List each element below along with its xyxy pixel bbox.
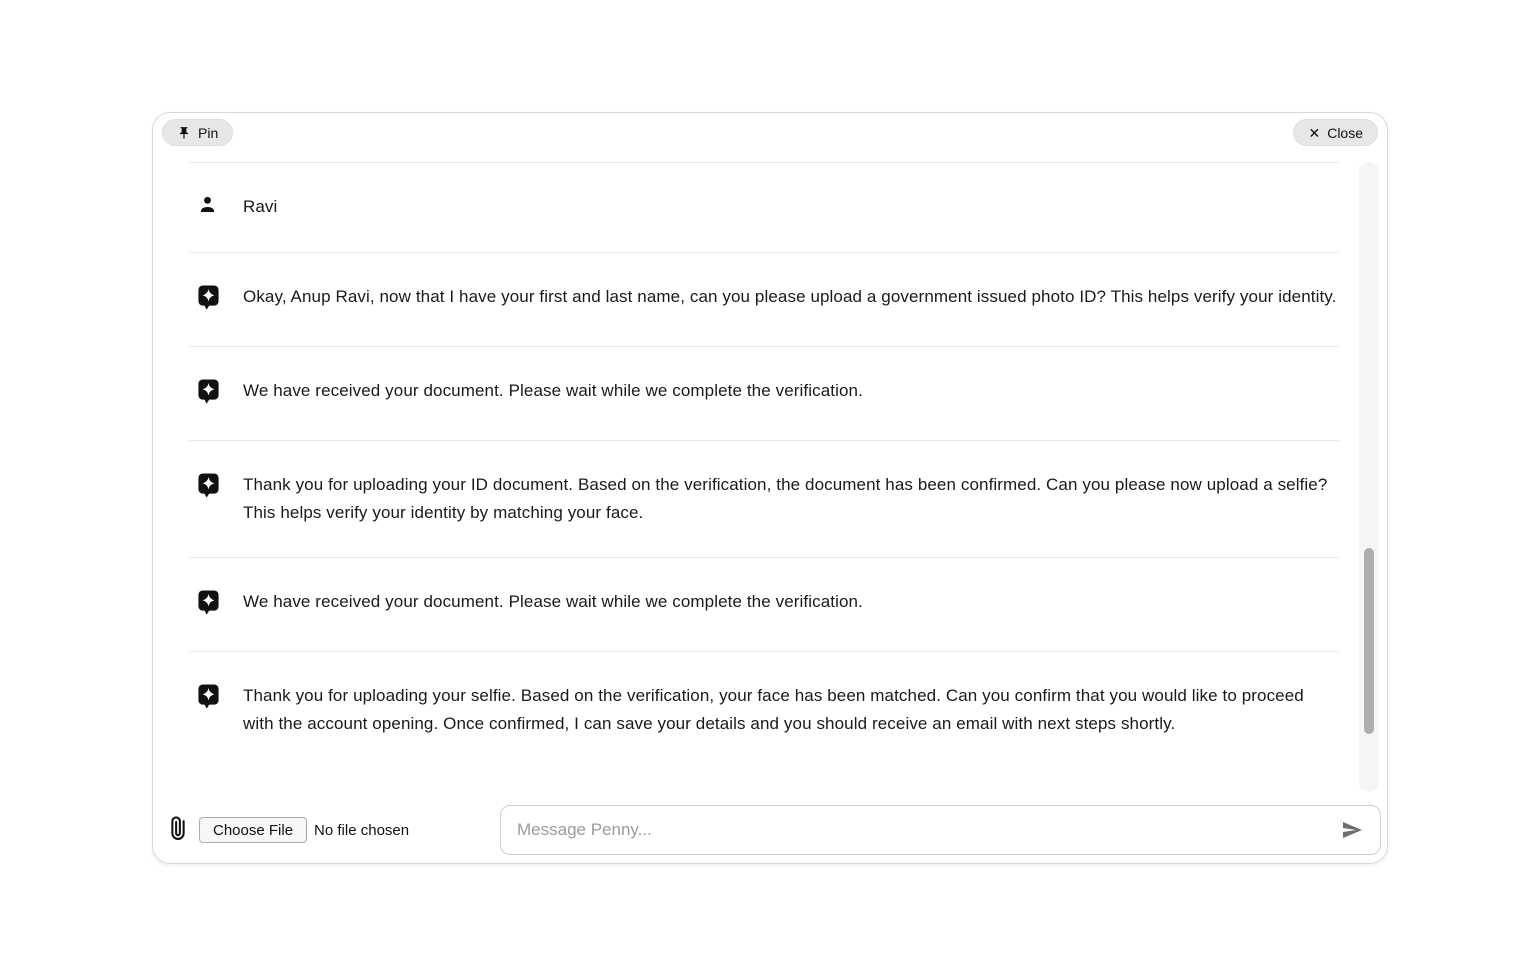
sparkle-chat-bubble-icon [197, 377, 221, 410]
sparkle-chat-bubble-icon [197, 471, 221, 504]
scrollbar-track[interactable] [1359, 162, 1379, 792]
close-icon: ✕ [1308, 124, 1321, 141]
user-message-row [189, 162, 1339, 252]
chat-panel [152, 112, 1388, 864]
bot-message-text: Thank you for uploading your selfie. Based on the verification, your face has been matched. Can you confirm that you would like to proceed with the account opening. Once confirmed, I can save your details and you should receive an email with next steps shortly. [243, 686, 1304, 733]
bot-message-row [189, 346, 1339, 440]
message-list [189, 162, 1339, 794]
close-button-label: Close [1327, 124, 1363, 141]
file-status-text: No file chosen [314, 821, 410, 839]
composer-bar [161, 804, 1381, 856]
send-icon [1337, 830, 1367, 845]
message-input-wrap [500, 805, 1381, 855]
bot-message-row [189, 252, 1339, 346]
user-message-text: Ravi [243, 197, 278, 216]
choose-file-button[interactable]: Choose File [199, 817, 307, 843]
pushpin-icon [177, 126, 191, 140]
bot-message-row [189, 440, 1339, 557]
sparkle-chat-bubble-icon [197, 283, 221, 316]
message-input[interactable] [500, 805, 1381, 855]
send-button[interactable] [1335, 816, 1369, 844]
bot-message-text: Okay, Anup Ravi, now that I have your first and last name, can you please upload a government issued photo ID? This helps verify your identity. [243, 287, 1337, 306]
bot-message-row [189, 557, 1339, 651]
pin-button-label: Pin [198, 124, 219, 141]
bot-message-text: We have received your document. Please wait while we complete the verification. [243, 592, 863, 611]
bot-message-row [189, 651, 1339, 758]
sparkle-chat-bubble-icon [197, 682, 221, 715]
scrollbar-thumb[interactable] [1364, 548, 1374, 734]
bot-message-text: Thank you for uploading your ID document. Based on the verification, the document has been confirmed. Can you please now upload a selfie? This helps verify your identity by matching your face. [243, 475, 1328, 522]
bot-message-text: We have received your document. Please wait while we complete the verification. [243, 381, 863, 400]
person-icon [197, 193, 221, 220]
pin-button[interactable] [162, 119, 233, 146]
close-button[interactable] [1293, 119, 1378, 146]
paperclip-icon [163, 806, 193, 855]
file-upload-control [199, 817, 409, 843]
sparkle-chat-bubble-icon [197, 588, 221, 621]
